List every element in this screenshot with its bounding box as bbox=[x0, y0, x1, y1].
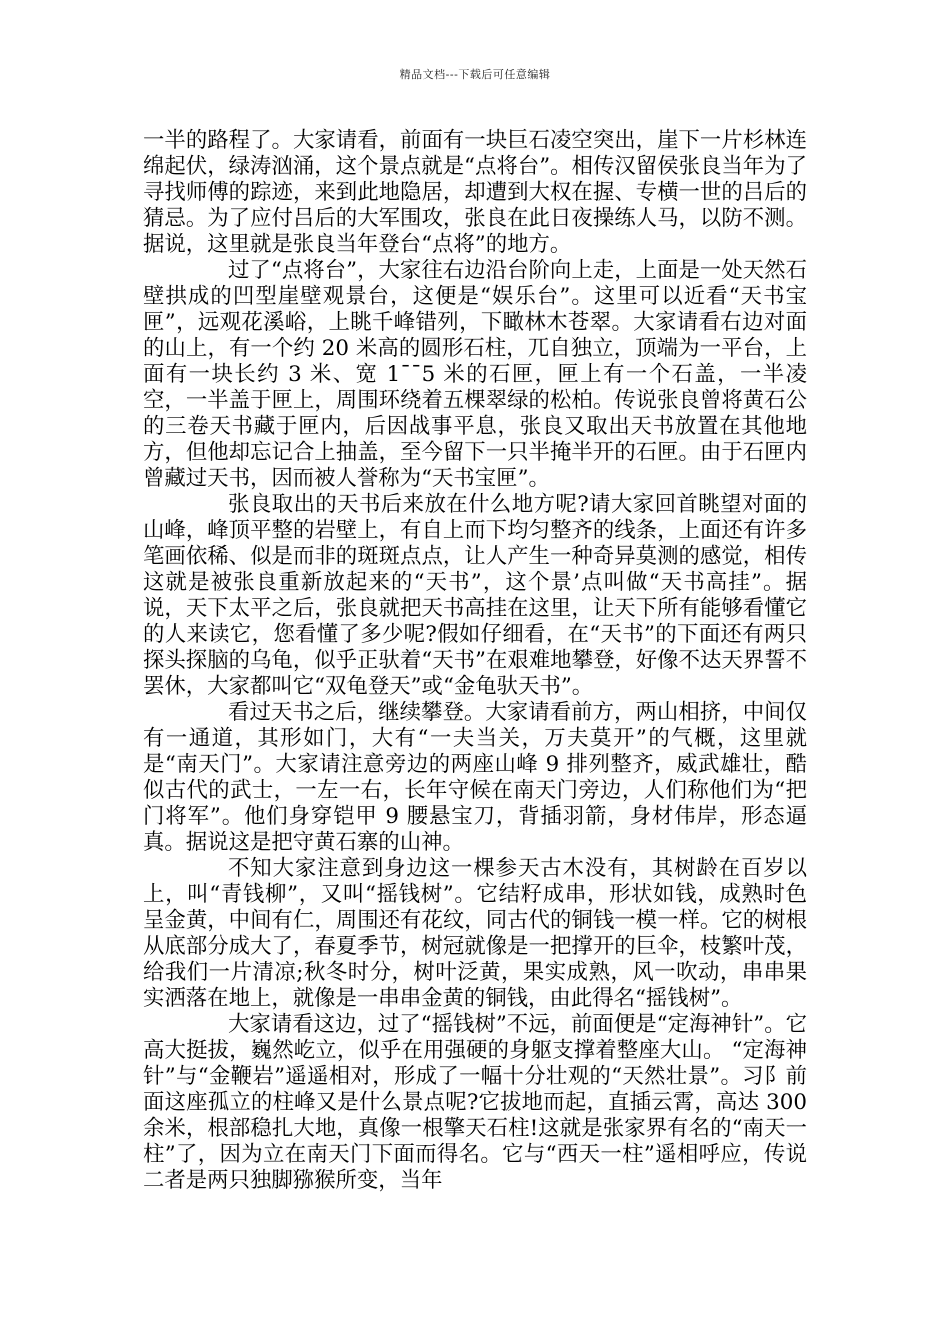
paragraph-nantianmen: 看过天书之后，继续攀登。大家请看前方，两山相挤，中间仅有一通道，其形如门，大有“一夫当关，万夫莫开”的气概，这里就是“南天门”。大家请注意旁边的两座山峰 9 排列整齐，威武雄壮，酷似古代的武士，一左一右，长年守候在南天门旁边，人们称他们为“把门将军”。他们身穿铠甲 9 腰悬宝刀，背插羽箭，身材伟岸，形态逼真。据说这是把守黄石寨的山神。 bbox=[143, 700, 807, 855]
paragraph-tianshu-baoxia: 过了“点将台”，大家往右边沿台阶向上走，上面是一处天然石壁拱成的凹型崖壁观景台，这便是“娱乐台”。这里可以近看“天书宝匣”，远观花溪峪，上眺千峰错列，下瞰林木苍翠。大家请看右边对面的山上，有一个约 20 米高的圆形石柱，兀自独立，顶端为一平台，上面有一块长约 3 米、宽 1¯¯5 米的石匣，匣上有一个石盖，一半凌空，一半盖于匣上，周围环绕着五棵翠绿的松柏。传说张良曾将黄石公的三卷天书藏于匣内，后因战事平息，张良又取出天书放置在其他地方，但他却忘记合上抽盖，至今留下一只半掩半开的石匣。由于石匣内曾藏过天书，因而被人誉称为“天书宝匣”。 bbox=[143, 258, 807, 491]
paragraph-tianshu-gaogua: 张良取出的天书后来放在什么地方呢?请大家回首眺望对面的山峰，峰顶平整的岩壁上，有自上而下均匀整齐的线条，上面还有许多笔画依稀、似是而非的斑斑点点，让人产生一种奇异莫测的感觉，相传这就是被张良重新放起来的“天书”，这个景’点叫做“天书高挂”。据说，天下太平之后，张良就把天书高挂在这里，让天下所有能够看懂它的人来读它，您看懂了多少呢?假如仔细看，在“天书”的下面还有两只探头探脑的乌龟，似乎正驮着“天书”在艰难地攀登，好像不达天界誓不罢休，大家都叫它“双龟登天”或“金龟驮天书”。 bbox=[143, 492, 807, 699]
paragraph-yaoqianshu: 不知大家注意到身边这一棵参天古木没有，其树龄在百岁以上，叫“青钱柳”，又叫“摇钱树”。它结籽成串，形状如钱，成熟时色呈金黄，中间有仁，周围还有花纹，同古代的铜钱一模一样。它的树根从底部分成大了，春夏季节，树冠就像是一把撑开的巨伞，枝繁叶茂，给我们一片清凉;秋冬时分，树叶泛黄，果实成熟，风一吹动，串串果实洒落在地上，就像是一串串金黄的铜钱，由此得名“摇钱树”。 bbox=[143, 856, 807, 1011]
document-body bbox=[143, 128, 807, 1194]
paragraph-dianjiangtai: 一半的路程了。大家请看，前面有一块巨石凌空突出，崖下一片杉林连绵起伏，绿涛汹涌，这个景点就是“点将台”。相传汉留侯张良当年为了寻找师傅的踪迹，来到此地隐居，却遭到大权在握、专横一世的吕后的猜忌。为了应付吕后的大军围攻，张良在此日夜操练人马，以防不测。据说，这里就是张良当年登台“点将”的地方。 bbox=[143, 128, 807, 257]
paragraph-dinghai-shenzhen: 大家请看这边，过了“摇钱树”不远，前面便是“定海神针”。它高大挺拔，巍然屹立，似乎在用强硬的身躯支撑着整座大山。 “定海神针”与“金鞭岩”遥遥相对，形成了一幅十分壮观的“天然壮景”。习阝前面这座孤立的柱峰又是什么景点呢?它拔地而起，直插云霄，高达 300 余米，根部稳扎大地，真像一根擎天石柱!这就是张家界有名的“南天一柱”了，因为立在南天门下面而得名。它与“西天一柱”遥相呼应，传说二者是两只独脚猕猴所变，当年 bbox=[143, 1012, 807, 1193]
page-header: 精品文档---下载后可任意编辑 bbox=[399, 68, 551, 81]
